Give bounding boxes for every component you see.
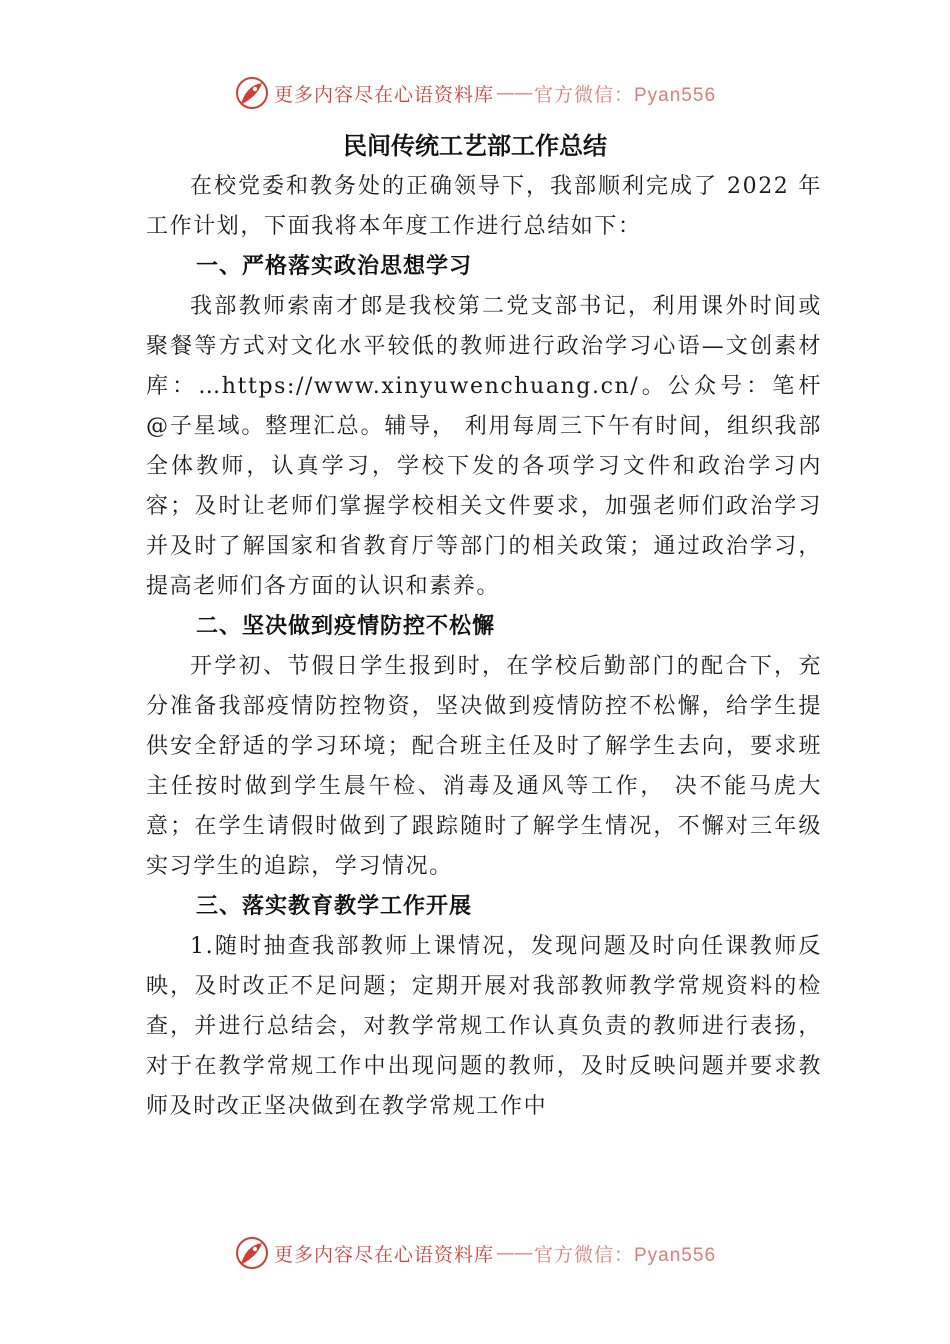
watermark-contact: 官方微信：Pyan556 [534,1244,717,1266]
section-heading-1: 一、严格落实政治思想学习 [196,254,473,279]
rocket-logo-icon [234,1235,270,1271]
watermark-contact: 官方微信：Pyan556 [534,84,717,106]
watermark-separator: —— [496,1242,532,1264]
document-title: 民间传统工艺部工作总结 [343,132,607,160]
watermark-text: 更多内容尽在心语资料库 [273,83,494,106]
section-heading-2: 二、坚决做到疫情防控不松懈 [196,614,496,639]
section-2-paragraph: 开学初、节假日学生报到时，在学校后勤部门的配合下，充分准备我部疫情防控物资，坚决做到疫情防控不松懈，给学生提供安全舒适的学习环境；配合班主任及时了解学生去向，要求班主任按时做到学生晨午检、消毒及通风等工作， 决不能马虎大意；在学生请假时做到了跟踪随时了解学生情况，不懈对三年级实习学生的追踪，学习情况。 [146,654,822,879]
header-watermark [0,73,950,113]
watermark-text: 更多内容尽在心语资料库 [273,1243,494,1266]
section-3-paragraph: 1.随时抽查我部教师上课情况，发现问题及时向任课教师反映，及时改正不足问题；定期开展对我部教师教学常规资料的检查，并进行总结会，对教学常规工作认真负责的教师进行表扬，对于在教学常规工作中出现问题的教师，及时反映问题并要求教师及时改正坚决做到在教学常规工作中 [146,934,822,1119]
section-1-paragraph: 我部教师索南才郎是我校第二党支部书记，利用课外时间或聚餐等方式对文化水平较低的教师进行政治学习心语—文创素材库：…https://www.xinyuwenchuang.cn/。公众号：笔杆@子星域。整理汇总。辅导， 利用每周三下午有时间，组织我部全体教师，认真学习，学校下发的各项学习文件和政治学习内容；及时让老师们掌握学校相关文件要求，加强老师们政治学习并及时了解国家和省教育厅等部门的相关政策；通过政治学习，提高老师们各方面的认识和素养。 [146,294,822,599]
section-heading-3: 三、落实教育教学工作开展 [196,894,473,919]
watermark-separator: —— [496,82,532,104]
document-body [146,167,822,1127]
rocket-logo-icon [234,75,270,111]
footer-watermark [0,1233,950,1273]
intro-paragraph: 在校党委和教务处的正确领导下，我部顺利完成了 2022 年工作计划，下面我将本年度工作进行总结如下： [146,174,822,239]
